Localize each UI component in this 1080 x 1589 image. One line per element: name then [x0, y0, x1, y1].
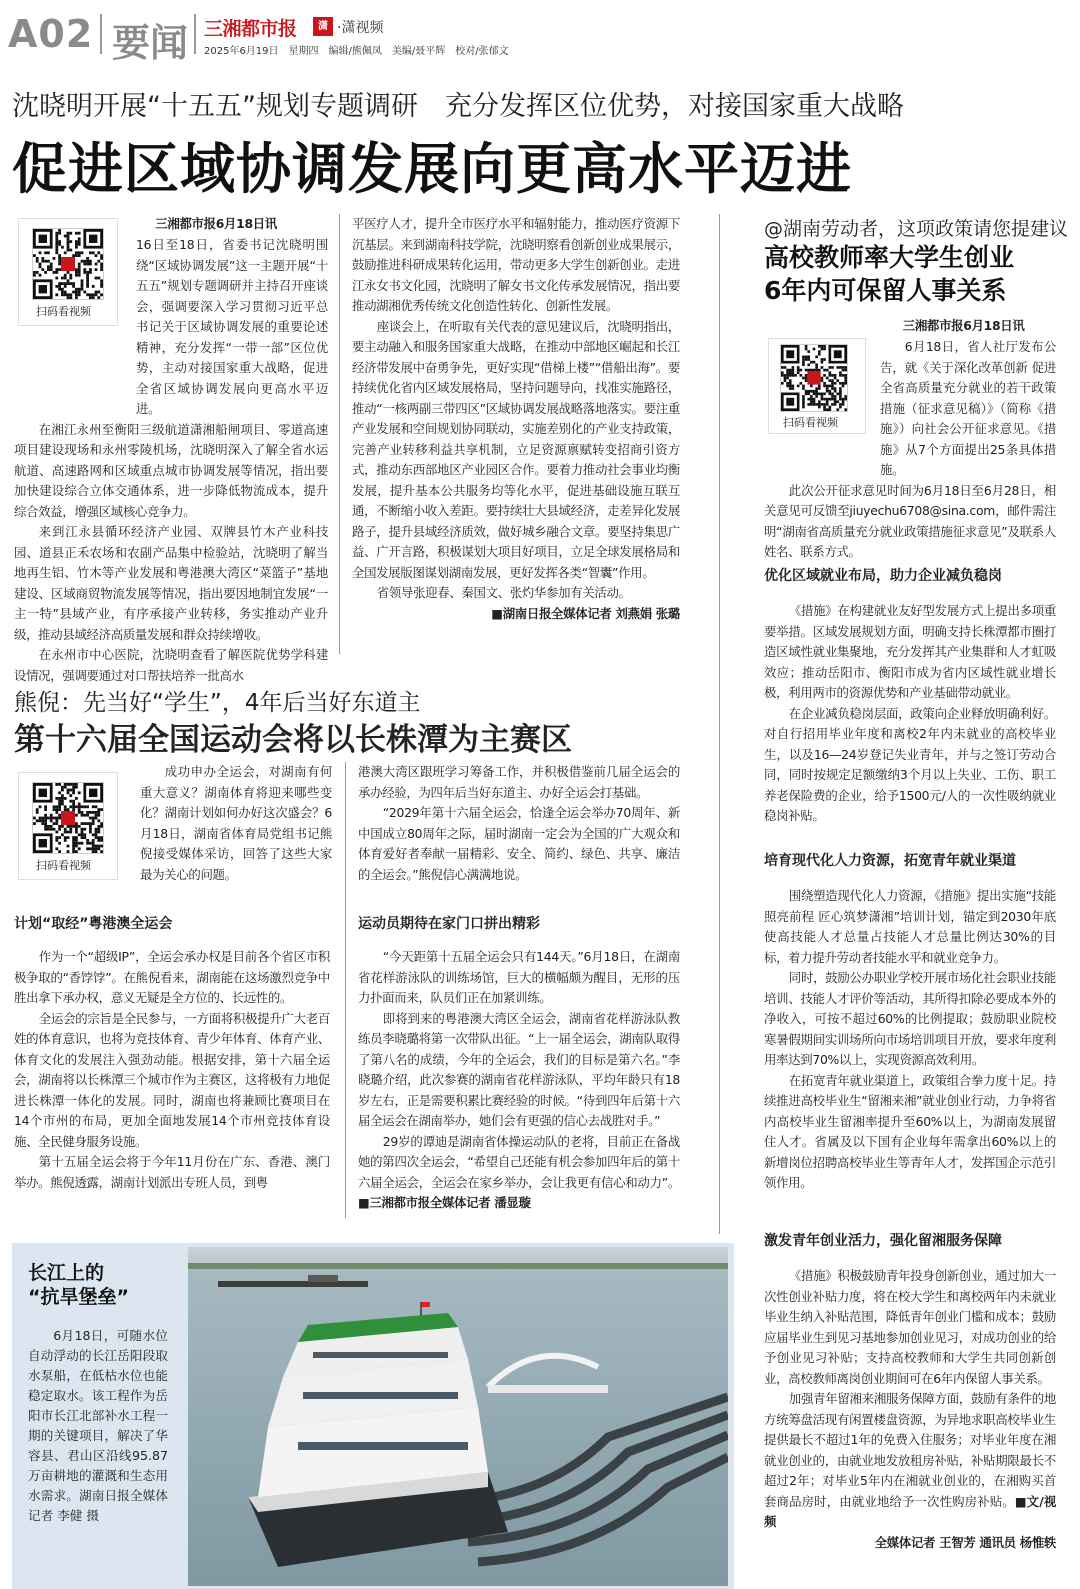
article2-section2-head: 运动员期待在家门口拼出精彩	[358, 916, 540, 932]
paragraph: 在永州市中心医院，沈晓明查看了解医院优势学科建设情况，强调要通过对口帮扶培养一批高水	[14, 647, 328, 683]
pump-ship-photo	[188, 1247, 728, 1586]
article2-section1	[14, 947, 330, 1193]
paragraph: 围绕塑造现代化人力资源，《措施》提出实施“技能照亮前程 匠心筑梦潇湘”培训计划，锚定到2030年底使高技能人才总量占技能人才总量比例达30%的目标，着力提升劳动者技能水平和就业竞争力。	[764, 888, 1056, 965]
paragraph: 6月18日，省人社厅发布公告，就《关于深化改革创新 促进全省高质量充分就业的若干政策措施（征求意见稿）》（简称《措施》）向社会公开征求意见。《措施》从7个方面提出25条具体措施。	[880, 339, 1056, 477]
paragraph-text: 加强青年留湘来湘服务保障方面，鼓励有条件的地方统筹盘活现有闲置楼盘资源，为异地求职高校毕业生提供最长不超过1年的免费入住服务；对毕业年度在湘就业创业的，由就业地发放租房补贴，补贴期限最长不超过2年；对毕业5年内在湘就业创业的，在湘购买首套商品房时，由就业地给予一次性购房补贴。	[764, 1391, 1056, 1509]
article1-col2	[352, 214, 680, 624]
qr-label: 扫码看视频	[36, 859, 91, 872]
paragraph-text: 16日至18日，省委书记沈晓明围绕“区域协调发展”这一主题开展“十五五”规划专题调研并主持召开座谈会，强调要深入学习贯彻习近平总书记关于区域协调发展的重要论述精神，充分发挥“一带一部”区位优势，主动对接国家重大战略，促进全省区域协调发展向更高水平迈进。	[136, 237, 328, 416]
photo-title: 长江上的 “抗旱堡垒”	[28, 1262, 129, 1308]
article2-intro	[140, 762, 332, 885]
article3-section3	[764, 1266, 1056, 1553]
article2-credit: ■三湘都市报全媒体记者 潘显璇	[358, 1195, 531, 1210]
paragraph: 即将到来的粤港澳大湾区全运会，湖南省花样游泳队教练员李晓璐将第一次带队出征。“上一届全运会，湖南队取得了第八名的成绩，今年的全运会，我们的目标是第六名。”李晓璐介绍，此次参赛的湖南省花样游泳队，平均年龄只有18岁左右，正是需要积累比赛经验的时候。“待到四年后第十六届全运会在湖南举办，她们会有更强的信心去战胜对手。”	[358, 1010, 680, 1128]
article2-section1-head: 计划“取经”粤港澳全运会	[14, 916, 173, 932]
article3-byline: 三湘都市报6月18日讯	[902, 318, 1025, 333]
paragraph: 《措施》在构建就业友好型发展方式上提出多项重要举措。区域发展规划方面，明确支持长株潭都市圈打造区域性就业集聚地，充分发挥其产业集群和人才虹吸效应；推动岳阳市、衡阳市成为省内区域性就业增长极，利用两市的资源优势和产业基础带动就业。	[764, 603, 1056, 700]
paragraph: 在湘江永州至衡阳三级航道潇湘船闸项目、零道高速项目建设现场和永州零陵机场，沈晓明深入了解全省水运航道、高速路网和区域重点城市协调发展等情况，指出要加快建设综合立体交通体系，进一步降低物流成本，提升综合效益，增强区域核心竞争力。	[14, 421, 328, 519]
paragraph: 成功申办全运会，对湖南有何重大意义？湖南体育将迎来哪些变化？湖南计划如何办好这次盛会？6月18日，湖南省体育局党组书记熊倪接受媒体采访，回答了这些大家最为关心的问题。	[140, 764, 332, 882]
paragraph: “今天距第十五届全运会只有144天。”6月18日，在湖南省花样游泳队的训练场馆，巨大的横幅颇为醒目，无形的压力扑面而来，队员们正在加紧训练。	[358, 949, 680, 1005]
qr-label: 扫码看视频	[36, 305, 91, 318]
paragraph	[14, 235, 328, 420]
qr-code-icon[interactable]	[32, 782, 104, 854]
article3-title-line2: 6年内可保留人事关系	[764, 276, 1007, 305]
issue-meta: 2025年6月19日 星期四 编辑/熊佩凤 美编/聂平辉 校对/张郁文	[204, 46, 509, 57]
paragraph: 平医疗人才，提升全市医疗水平和辐射能力，推动医疗资源下沉基层。来到湖南科技学院，沈晓明察看创新创业成果展示，鼓励推进科研成果转化运用，带动更多大学生创新创业。走进江永女书文化园，沈晓明了解女书文化传承发展情况，指出要推动湖湘优秀传统文化创造性转化、创新性发展。	[352, 216, 680, 313]
article3-head3: 激发青年创业活力，强化留湘服务保障	[764, 1233, 1002, 1249]
article2-col2-top	[358, 762, 680, 885]
article3-head2: 培育现代化人力资源，拓宽青年就业渠道	[764, 853, 1016, 869]
article1-title: 促进区域协调发展向更高水平迈进	[12, 137, 853, 201]
article3-credit-names: 全媒体记者 王智芳 通讯员 杨惟轶	[874, 1534, 1056, 1550]
video-brand: ·潇视频	[337, 20, 384, 36]
column-rule	[719, 214, 720, 1234]
paragraph: 同时，鼓励公办职业学校开展市场化社会职业技能培训、技能人才评价等活动，其所得扣除必要成本外的净收入，可按不超过60%的比例提取；鼓励职业院校寒暑假期间实训场所向市场培训项目开放，要求年度利用率达到70%以上，实现资源高效利用。	[764, 970, 1056, 1067]
paragraph: 作为一个“超级IP”，全运会承办权是目前各个省区市积极争取的“香饽饽”。在熊倪看来，湖南能在这场激烈竞争中胜出拿下承办权，意义无疑是全方位的、长远性的。	[14, 949, 330, 1005]
article3-title-line1: 高校教师率大学生创业	[764, 243, 1015, 272]
article2-title: 第十六届全国运动会将以长株潭为主赛区	[14, 722, 572, 758]
paper-logo: 三湘都市报	[204, 18, 297, 40]
paragraph: 全运会的宗旨是全民参与，一方面将积极提升广大老百姓的体育意识，也将为竞技体育、青少年体育、体育产业、体育文化的发展注入强劲动能。根据安排，第十六届全运会，湖南将以长株潭三个城市作为主赛区，这将极有力地促进长株潭一体化的发展。同时，湖南也将兼顾比赛项目在14个市州的布局，更加全面地发展14个市州竞技体育设施、全民健身服务设施。	[14, 1010, 330, 1149]
article3-byline-wrap	[878, 316, 1056, 337]
article1-col1	[14, 235, 328, 686]
paragraph: 此次公开征求意见时间为6月18日至6月28日，相关意见可反馈至jiuyechu6708@sina.com，邮件需注明“湖南省高质量充分就业政策措施征求意见”及联系人姓名、联系方式。	[764, 482, 1056, 559]
paragraph-text: 29岁的谭迪是湖南省体操运动队的老将，目前正在备战她的第四次全运会，“希望自己还能有机会参加四年后的第十六届全运会，全运会在家乡举办，会让我更有信心和动力”。	[358, 1133, 680, 1190]
video-logo-icon: 潇	[313, 17, 333, 36]
header-divider	[194, 14, 196, 54]
column-rule	[339, 214, 340, 654]
section-name: 要闻	[112, 21, 189, 65]
article3-head1: 优化区域就业布局，助力企业减负稳岗	[764, 568, 1002, 584]
paragraph: 第十五届全运会将于今年11月份在广东、香港、澳门举办。熊倪透露，湖南计划派出专班人员，到粤	[14, 1154, 330, 1190]
photo-caption: 6月18日，可随水位自动浮动的长江岳阳段取水泵船，在低枯水位也能稳定取水。该工程作为岳阳市长江北部补水工程一期的关键项目，解决了华容县、君山区沿线95.87万亩耕地的灌溉和生态用水需求。湖南日报全媒体记者 李健 摄	[28, 1328, 168, 1523]
paragraph: 港澳大湾区跟班学习筹备工作，并积极借鉴前几届全运会的承办经验，为四年后当好东道主、办好全运会打基础。	[358, 764, 680, 800]
paragraph: 在拓宽青年就业渠道上，政策组合拳力度十足。持续推进高校毕业生“留湘来湘”就业创业行动，力争将省内高校毕业生留湘率提升至60%以上，为湖南发展留住人才。省属及以下国有企业每年需拿出60%以上的新增岗位招聘高校毕业生等青年人才，发挥国企示范引领作用。	[764, 1072, 1056, 1190]
paragraph: 座谈会上，在听取有关代表的意见建议后，沈晓明指出，要主动融入和服务国家重大战略，在推动中部地区崛起和长江经济带发展中奋勇争先，更好实现“借梯上楼”“借船出海”。要持续优化省内区域发展格局，坚持问题导向，找准实施路径，推动“一核两副三带四区”区域协调发展战略落地落实。要注重产业发展和空间规划协同联动，实施差别化的产业支持政策，完善产业转移利益共享机制，立足资源禀赋转变招商引资方式，推动东西部地区产业园区合作。要着力推动社会事业均衡发展，提升基本公共服务均等化水平，促进基础设施互联互通，不断缩小收入差距。要持续壮大县域经济，走差异化发展路子，提升县域经济质效，做好城乡融合文章。要坚持集思广益、广开言路，积极谋划大项目好项目，立足全球发展格局和全国发展版图谋划湖南发展，更好发挥各类“智囊”作用。	[352, 318, 680, 580]
paragraph	[764, 1389, 1056, 1533]
column-rule	[345, 762, 346, 1218]
paragraph: “2029年第十六届全运会，恰逢全运会举办70周年、新中国成立80周年之际，届时湖南一定会为全国的广大观众和体育爱好者奉献一届精彩、安全、简约、绿色、共享、廉洁的全运会。”熊倪信心满满地说。	[358, 805, 680, 882]
paragraph: 在企业减负稳岗层面，政策向企业释放明确利好。对自行招用毕业年度和离校2年内未就业的高校毕业生，以及16—24岁登记失业青年，并与之签订劳动合同，同时按规定足额缴纳3个月以上失业、工伤、职工养老保险费的企业，给予1500元/人的一次性吸纳就业稳岗补贴。	[764, 705, 1056, 823]
article3-kicker: @湖南劳动者，这项政策请您提建议	[764, 218, 1069, 240]
header-divider	[100, 14, 102, 54]
article3-credit: ■文/视频	[764, 1493, 1056, 1529]
paragraph	[358, 1132, 680, 1214]
article1-subtitle: 沈晓明开展“十五五”规划专题调研 充分发挥区位优势，对接国家重大战略	[12, 91, 904, 122]
article3-section1	[764, 601, 1056, 827]
article1-col1-top	[128, 214, 328, 235]
article2-subtitle: 熊倪：先当好“学生”，4年后当好东道主	[14, 690, 421, 716]
article1-byline: 三湘都市报6月18日讯	[155, 216, 277, 231]
article2-section2	[358, 947, 680, 1214]
paragraph: 省领导张迎春、秦国文、张灼华参加有关活动。	[376, 585, 631, 600]
article3-body	[764, 337, 1056, 563]
paragraph: 《措施》积极鼓励青年投身创新创业，通过加大一次性创业补贴力度，将在校大学生和离校两年内未就业毕业生纳入补贴范围，降低青年创业门槛和成本；鼓励应届毕业生到见习基地参加创业见习，对成功创业的给予创业见习补贴；支持高校教师和大学生共同创新创业，高校教师离岗创业期间可在6年内保留人事关系。	[764, 1268, 1056, 1386]
article3-section2	[764, 886, 1056, 1194]
paragraph: 来到江永县循环经济产业园、双牌县竹木产业科技园、道县正禾农场和农副产品集中检验站，沈晓明了解当地再生铝、竹木等产业发展和粤港澳大湾区“菜篮子”基地建设、区域商贸物流发展等情况，指出要因地制宜发展“一主一特”县域产业，有序承接产业转移，务实推动产业升级，推动县域经济高质量发展和群众持续增收。	[14, 524, 328, 642]
article1-credit: ■湖南日报全媒体记者 刘燕娟 张璐	[491, 605, 680, 621]
qr-label: 扫码看视频	[783, 416, 838, 429]
page-number: A02	[8, 12, 94, 56]
